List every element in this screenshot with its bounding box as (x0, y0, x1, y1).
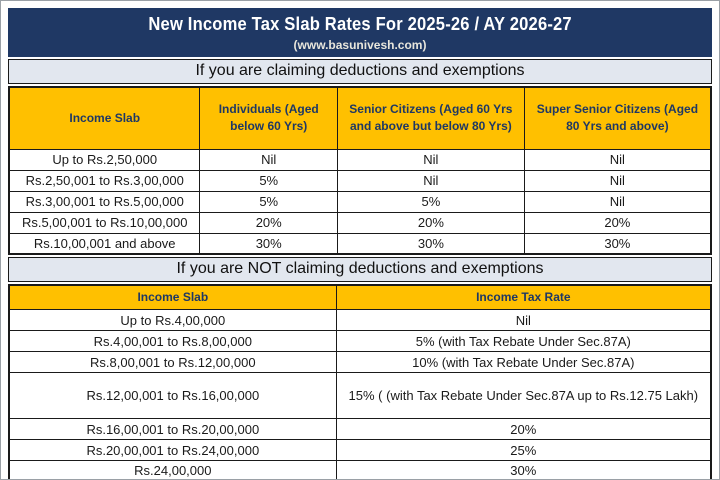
table-row (9, 191, 711, 212)
page-title: New Income Tax Slab Rates For 2025-26 / AY 2026-27 (148, 13, 572, 34)
section-heading-claiming: If you are claiming deductions and exemptions (8, 59, 712, 84)
super-senior-rate-cell: 20% (524, 212, 711, 233)
tax-rate-cell: 30% (336, 461, 711, 480)
table-row (9, 352, 711, 373)
tax-rate-cell: 5% (with Tax Rebate Under Sec.87A) (336, 331, 711, 352)
table-row (9, 212, 711, 233)
table-header-row (9, 285, 711, 310)
individuals-rate-cell: 5% (200, 170, 338, 191)
table-row (9, 461, 711, 480)
individuals-rate-cell: 30% (200, 233, 338, 254)
table-row (9, 331, 711, 352)
income-slab-cell: Up to Rs.4,00,000 (9, 310, 336, 331)
senior-rate-cell: 5% (338, 191, 525, 212)
col-header-individuals: Individuals (Aged below 60 Yrs) (200, 87, 338, 149)
income-slab-cell: Rs.4,00,001 to Rs.8,00,000 (9, 331, 336, 352)
income-slab-cell: Up to Rs.2,50,000 (9, 149, 200, 170)
table-row (9, 373, 711, 419)
senior-rate-cell: 20% (338, 212, 525, 233)
income-slab-cell: Rs.3,00,001 to Rs.5,00,000 (9, 191, 200, 212)
senior-rate-cell: Nil (338, 149, 525, 170)
income-slab-cell: Rs.24,00,000 (9, 461, 336, 480)
table-row (9, 419, 711, 440)
col-header-senior-citizens: Senior Citizens (Aged 60 Yrs and above but below 80 Yrs) (338, 87, 525, 149)
income-slab-cell: Rs.12,00,001 to Rs.16,00,000 (9, 373, 336, 419)
income-slab-cell: Rs.8,00,001 to Rs.12,00,000 (9, 352, 336, 373)
tax-rate-cell: 15% ( (with Tax Rebate Under Sec.87A up to Rs.12.75 Lakh) (336, 373, 711, 419)
site-url: (www.basunivesh.com) (293, 37, 427, 52)
table-row (9, 440, 711, 461)
title-bar (8, 8, 712, 57)
super-senior-rate-cell: Nil (524, 149, 711, 170)
super-senior-rate-cell: Nil (524, 191, 711, 212)
income-slab-cell: Rs.16,00,001 to Rs.20,00,000 (9, 419, 336, 440)
tax-rate-cell: 20% (336, 419, 711, 440)
income-slab-cell: Rs.20,00,001 to Rs.24,00,000 (9, 440, 336, 461)
section-heading-not-claiming: If you are NOT claiming deductions and exemptions (8, 257, 712, 282)
income-slab-cell: Rs.2,50,001 to Rs.3,00,000 (9, 170, 200, 191)
senior-rate-cell: 30% (338, 233, 525, 254)
col-header-income-slab: Income Slab (9, 87, 200, 149)
tax-table-with-deductions (8, 86, 712, 255)
super-senior-rate-cell: Nil (524, 170, 711, 191)
income-slab-cell: Rs.10,00,001 and above (9, 233, 200, 254)
tax-rate-cell: 10% (with Tax Rebate Under Sec.87A) (336, 352, 711, 373)
table-header-row (9, 87, 711, 149)
col-header-income-tax-rate: Income Tax Rate (336, 285, 711, 310)
individuals-rate-cell: Nil (200, 149, 338, 170)
table-row (9, 170, 711, 191)
table-row (9, 233, 711, 254)
tax-table-without-deductions (8, 284, 712, 480)
tax-rate-cell: 25% (336, 440, 711, 461)
senior-rate-cell: Nil (338, 170, 525, 191)
super-senior-rate-cell: 30% (524, 233, 711, 254)
table-row (9, 310, 711, 331)
tax-rate-cell: Nil (336, 310, 711, 331)
individuals-rate-cell: 5% (200, 191, 338, 212)
individuals-rate-cell: 20% (200, 212, 338, 233)
col-header-income-slab: Income Slab (9, 285, 336, 310)
col-header-super-senior-citizens: Super Senior Citizens (Aged 80 Yrs and above) (524, 87, 711, 149)
income-slab-cell: Rs.5,00,001 to Rs.10,00,000 (9, 212, 200, 233)
table-row (9, 149, 711, 170)
